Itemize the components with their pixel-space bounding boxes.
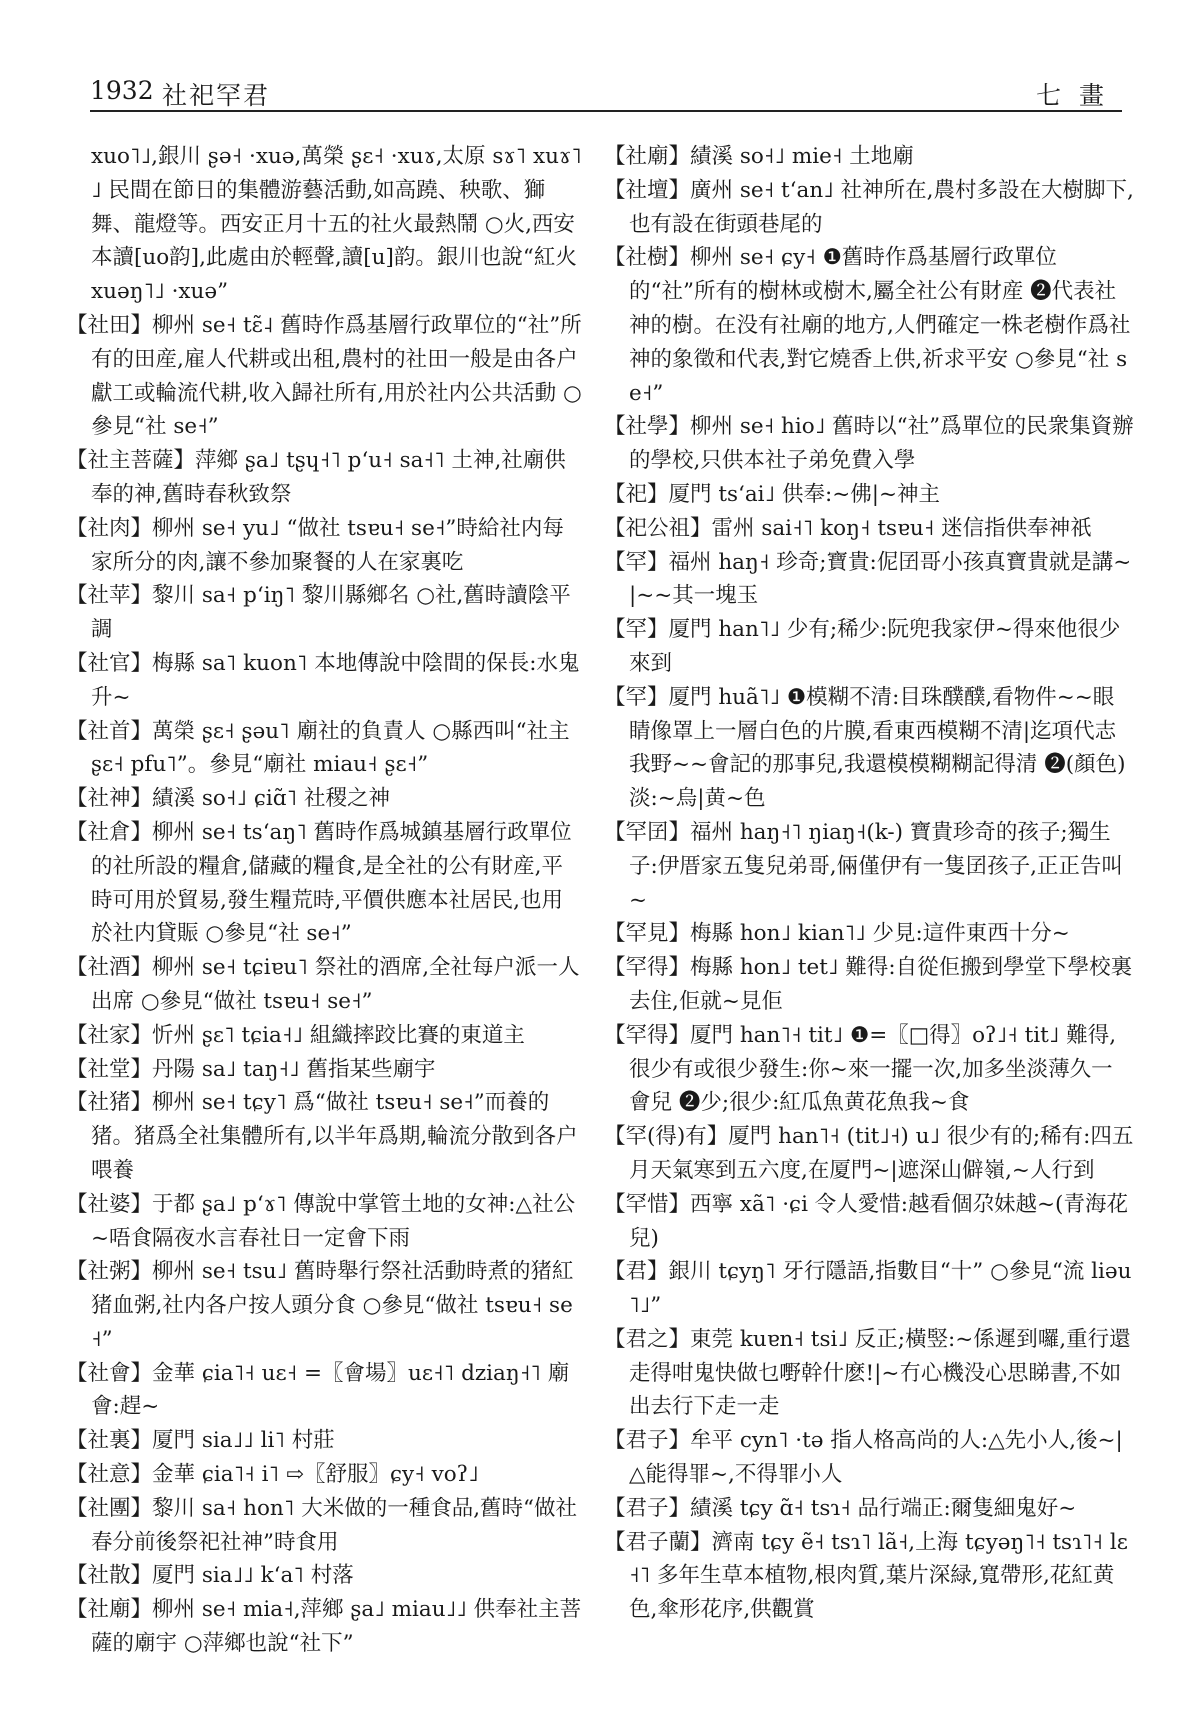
dictionary-entry: 【罕(得)有】厦門 han˥˧ (tit˩˧) u˩ 很少有的;稀有:四五月天氣寒到五六度,在厦門~|遮深山僻嶺,~人行到 — [604, 1124, 1134, 1183]
dictionary-entry: 【社意】金華 ɕia˥˧ i˥ ⇨〖舒服〗ɕy˧ voʔ˩ — [66, 1462, 479, 1488]
dictionary-entry: 【社堂】丹陽 sa˩ taŋ˧˩ 舊指某些廟宇 — [66, 1056, 436, 1082]
dictionary-entry: 【罕】厦門 han˥˩ 少有;稀少:阮兜我家伊~得來他很少來到 — [604, 617, 1121, 676]
dictionary-entry: 【社田】柳州 se˧ tɛ̃˨ 舊時作爲基層行政單位的“社”所有的田産,雇人代耕或出租,農村的社田一般是由各户獻工或輪流代耕,收入歸社所有,用於社内公共活動 ○參見“社 se˧” — [66, 312, 582, 440]
dictionary-entry: 【社苹】黎川 sa˧ pʻiŋ˥ 黎川縣鄉名 ○社,舊時讀陰平調 — [66, 583, 571, 643]
dictionary-entry: 【君】銀川 tɕyŋ˥ 牙行隱語,指數目“十” ○參見“流 liəu˥˩” — [604, 1259, 1132, 1319]
dictionary-entry: 【祀公祖】雷州 sai˧˥ koŋ˧ tsɐu˧ 迷信指供奉神祇 — [604, 515, 1092, 541]
dictionary-entry: 【罕】福州 haŋ˧ 珍奇;寶貴:伲囝哥小孩真寶貴就是講~|~~其一塊玉 — [604, 549, 1132, 609]
page-number: 1932 — [90, 76, 154, 105]
dictionary-entry: 【君子蘭】濟南 tɕy ẽ˧ tsɿ˥ lã˧,上海 tɕyəŋ˥˧ tsɿ˥˧ lɛ˧˥ 多年生草本植物,根肉質,葉片深緑,寬帶形,花紅黄色,傘形花序,供觀賞 — [604, 1529, 1128, 1623]
dictionary-entry: 【罕得】厦門 han˥˧ tit˩ ❶=〖□得〗oʔ˩˧ tit˩ 難得,很少有或很少發生:你~來一擺一次,加多坐淡薄久一會兒 ❷少;很少:紅瓜魚黄花魚我~食 — [604, 1022, 1117, 1116]
dictionary-entry: 【社樹】柳州 se˧ ɕy˧ ❶舊時作爲基層行政單位的“社”所有的樹林或樹木,屬全社公有財産 ❷代表社神的樹。在没有社廟的地方,人們確定一株老樹作爲社神的象徵和代表,對它燒香上供,祈求平安 ○參見“社 se˧” — [604, 245, 1131, 406]
dictionary-entry: 【君子】績溪 tɕy ɑ̃˧ tsɿ˧ 品行端正:爾隻細鬼好~ — [604, 1495, 1077, 1521]
dictionary-entry: 【社學】柳州 se˧ hio˩ 舊時以“社”爲單位的民衆集資辦的學校,只供本社子弟免費入學 — [604, 414, 1134, 474]
running-head-section: 七畫 — [1035, 81, 1122, 110]
dictionary-entry: 【社猪】柳州 se˧ tɕy˥ 爲“做社 tsɐu˧ se˧”而養的猪。猪爲全社集體所有,以半年爲期,輪流分散到各户喂養 — [66, 1090, 578, 1183]
dictionary-entry: 【社廟】柳州 se˧ mia˧,萍鄉 ʂa˩ miau˩˩ 供奉社主菩薩的廟宇 ○萍鄉也說“社下” — [66, 1597, 582, 1657]
dictionary-entry: 【君之】東莞 kuɐn˧ tsi˩ 反正;橫竪:~係遲到囉,重行還走得咁鬼快做乜嘢幹什麽!|~冇心機没心思睇書,不如出去行下走一走 — [604, 1326, 1131, 1420]
dictionary-entry: 【社首】萬榮 ʂɛ˧ ʂəu˥ 廟社的負責人 ○縣西叫“社主 ʂɛ˧ pfu˥”。參見“廟社 miau˧ ʂɛ˧” — [66, 718, 570, 778]
dictionary-entry: xuo˥˩,銀川 ʂə˧ ·xuə,萬榮 ʂɛ˧ ·xuɤ,太原 sɤ˥ xuɤ˥˩ 民間在節日的集體游藝活動,如高蹺、秧歌、獅舞、龍燈等。西安正月十五的社火最熱鬧 ○火,西安本讀[uo韵],此處由於輕聲,讀[u]韵。銀川也說“紅火 xuəŋ˥˩ ·xuə” — [91, 144, 582, 305]
dictionary-entry: 【社會】金華 ɕia˥˧ uɛ˧ =〖會場〗uɛ˧˥ dziaŋ˧˥ 廟會:趕~ — [66, 1360, 570, 1420]
dictionary-entry: 【社婆】于都 ʂa˩ pʻɤ˥ 傳說中掌管土地的女神:△社公~唔食隔夜水言春社日一定會下雨 — [66, 1191, 576, 1251]
dictionary-entry: 【君子】牟平 cyn˥ ·tə 指人格高尚的人:△先小人,後~|△能得罪~,不得罪小人 — [604, 1428, 1123, 1488]
page-header — [90, 72, 1122, 112]
dictionary-entry: 【社裏】厦門 sia˩˩ li˥ 村莊 — [66, 1428, 335, 1454]
dictionary-entry: 【社散】厦門 sia˩˩ kʻa˥ 村落 — [66, 1563, 354, 1589]
dictionary-entry: 【社粥】柳州 se˧ tsu˩ 舊時舉行祭社活動時煮的猪紅猪血粥,社内各户按人頭分食 ○參見“做社 tsɐu˧ se˧” — [66, 1259, 574, 1352]
left-column — [66, 140, 584, 1661]
dictionary-entry: 【社壇】廣州 se˧ tʻan˩ 社神所在,農村多設在大樹脚下,也有設在街頭巷尾的 — [604, 177, 1134, 237]
dictionary-entry: 【罕】厦門 huã˥˩ ❶模糊不清:目珠醭醭,看物件~~眼睛像罩上一層白色的片膜,看東西模糊不清|迄項代志我野~~會記的那事兒,我還模模糊糊記得清 ❷(顏色)淡:~烏|黄~色 — [604, 684, 1126, 812]
running-head-characters: 社祀罕君 — [162, 81, 271, 110]
dictionary-entry: 【社酒】柳州 se˧ tɕiɐu˥ 祭社的酒席,全社每户派一人出席 ○參見“做社 tsɐu˧ se˧” — [66, 955, 580, 1014]
dictionary-entry: 【祀】厦門 tsʻai˩ 供奉:~佛|~神主 — [604, 481, 940, 507]
dictionary-entry: 【社家】忻州 ʂɛ˥ tɕia˧˩ 組織摔跤比賽的東道主 — [66, 1022, 525, 1048]
dictionary-entry: 【罕得】梅縣 hon˩ tet˩ 難得:自從佢搬到學堂下學校裏去住,佢就~見佢 — [604, 955, 1133, 1014]
dictionary-entry: 【社團】黎川 sa˧ hon˥ 大米做的一種食品,舊時“做社春分前後祭祀社神”時食用 — [66, 1495, 578, 1555]
dictionary-entry: 【社主菩薩】萍鄉 ʂa˩ tʂɥ˧˥ pʻu˧ sa˧˥ 土神,社廟供奉的神,舊時春秋致祭 — [66, 448, 566, 507]
dictionary-entry: 【社神】績溪 so˧˩ ɕiɑ̃˥ 社稷之神 — [66, 786, 390, 812]
dictionary-entry: 【罕惜】西寧 xã˥ ·ɕi 令人愛惜:越看個尕妹越~(青海花兒) — [604, 1191, 1128, 1251]
dictionary-entry: 【社肉】柳州 se˧ yu˩ “做社 tsɐu˧ se˧”時給社内每家所分的肉,讓不參加聚餐的人在家裏吃 — [66, 515, 564, 575]
dictionary-entry: 【罕囝】福州 haŋ˧˥ ŋiaŋ˧(k-) 寶貴珍奇的孩子;獨生子:伊厝家五隻兒弟哥,倆僅伊有一隻囝孩子,正正告叫~ — [604, 819, 1123, 913]
dictionary-entry: 【罕見】梅縣 hon˩ kian˥˩ 少見:這件東西十分~ — [604, 921, 1070, 947]
right-column — [604, 140, 1134, 1627]
dictionary-entry: 【社廟】績溪 so˧˩ mie˧ 土地廟 — [604, 144, 914, 169]
dictionary-entry: 【社倉】柳州 se˧ tsʻaŋ˥ 舊時作爲城鎮基層行政單位的社所設的糧倉,儲藏的糧食,是全社的公有財産,平時可用於貿易,發生糧荒時,平價供應本社居民,也用於社内貸賑 ○參見“社 se˧” — [66, 819, 572, 947]
dictionary-entry: 【社官】梅縣 sa˥ kuon˥ 本地傳說中陰間的保長:水鬼升~ — [66, 650, 580, 710]
